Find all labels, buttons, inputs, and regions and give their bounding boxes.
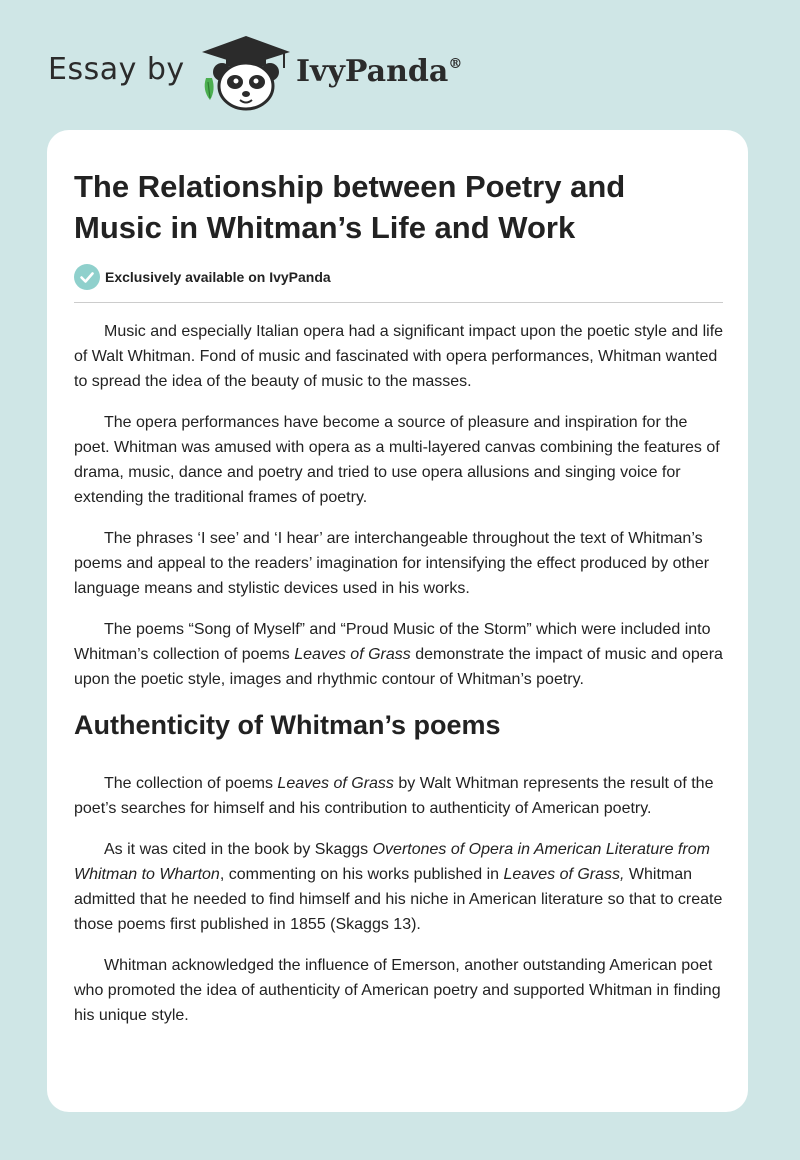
ivypanda-brand-name[interactable]: IvyPanda® <box>296 54 463 89</box>
title-divider <box>74 302 723 303</box>
essay-by-label: Essay by <box>48 52 185 87</box>
book-title: Overtones of Opera in American Literature from Whitman to Wharton <box>74 841 710 883</box>
section-heading: Authenticity of Whitman’s poems <box>74 710 501 740</box>
site-header <box>0 0 800 130</box>
essay-body <box>74 319 726 1044</box>
paragraph-6: As it was cited in the book by Skaggs Overtones of Opera in American Literature from Whitman to Wharton, commenting on his works published in Leaves of Grass, Whitman admitted that he needed to find himself and his niche in American literature so that to create those poems first published in 1855 (Skaggs 13). <box>74 841 723 933</box>
paragraph-5: The collection of poems Leaves of Grass by Walt Whitman represents the result of the poet’s searches for himself and his contribution to authenticity of American poetry. <box>74 775 714 817</box>
essay-title: The Relationship between Poetry and Music in Whitman’s Life and Work <box>74 169 626 245</box>
paragraph-2: The opera performances have become a source of pleasure and inspiration for the poet. Whitman was amused with opera as a multi-layered canvas combining the features of drama, music, dance and poetry and tried to use opera allusions and singing voice for extending the traditional frames of poetry. <box>74 414 720 506</box>
book-title: Leaves of Grass, <box>503 866 625 883</box>
exclusive-badge <box>74 264 331 290</box>
essay-card <box>47 130 748 1112</box>
book-title: Leaves of Grass <box>277 775 394 792</box>
paragraph-7: Whitman acknowledged the influence of Emerson, another outstanding American poet who promoted the idea of authenticity of American poetry and supported Whitman in finding his unique style. <box>74 957 721 1024</box>
paragraph-3: The phrases ‘I see’ and ‘I hear’ are interchangeable throughout the text of Whitman’s poems and appeal to the readers’ imagination for intensifying the effect produced by other language means and stylistic devices used in his works. <box>74 530 710 597</box>
panda-logo-icon[interactable] <box>200 34 292 112</box>
paragraph-1: Music and especially Italian opera had a significant impact upon the poetic style and life of Walt Whitman. Fond of music and fascinated with opera performances, Whitman wanted to spread the idea of the beauty of music to the masses. <box>74 323 724 390</box>
exclusive-badge-text: Exclusively available on IvyPanda <box>105 269 331 285</box>
check-circle-icon <box>74 264 100 290</box>
paragraph-4: The poems “Song of Myself” and “Proud Music of the Storm” which were included into Whitman’s collection of poems Leaves of Grass demonstrate the impact of music and opera upon the poetic style, images and rhythmic contour of Whitman’s poetry. <box>74 621 723 688</box>
book-title: Leaves of Grass <box>294 646 411 663</box>
